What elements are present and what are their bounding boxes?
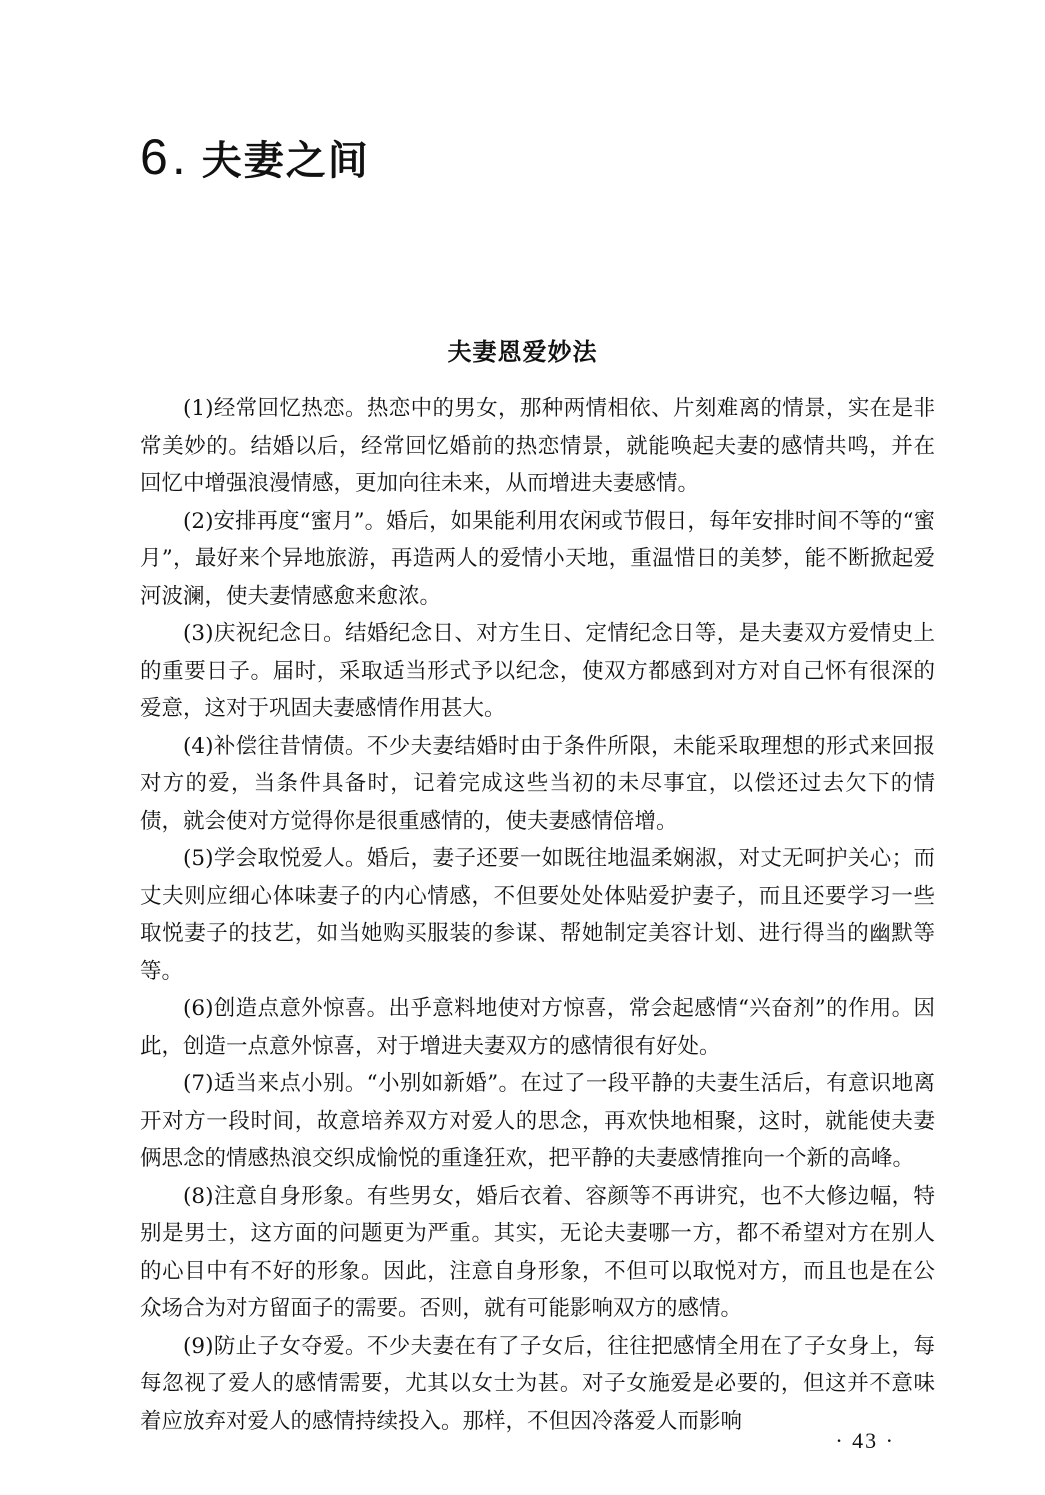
paragraph-5: (5)学会取悦爱人。婚后，妻子还要一如既往地温柔娴淑，对丈无呵护关心；而丈夫则应细心体味妻子的内心情感，不但要处处体贴爱护妻子，而且还要学习一些取悦妻子的技艺，如当她购买服装的参谋、帮她制定美容计划、进行得当的幽默等等。 [140, 846, 935, 984]
paragraph-4: (4)补偿往昔情债。不少夫妻结婚时由于条件所限，未能采取理想的形式来回报对方的爱，当条件具备时，记着完成这些当初的未尽事宜，以偿还过去欠下的情债，就会使对方觉得你是很重感情的，使夫妻感情倍增。 [140, 733, 935, 834]
paragraph-1: (1)经常回忆热恋。热恋中的男女，那种两情相依、片刻难离的情景，实在是非常美妙的。结婚以后，经常回忆婚前的热恋情景，就能唤起夫妻的感情共鸣，并在回忆中增强浪漫情感，更加向往未来，从而增进夫妻感情。 [140, 396, 935, 496]
chapter-heading [140, 128, 370, 186]
chapter-number-dot: . [171, 129, 186, 185]
paragraph-7: (7)适当来点小别。“小别如新婚”。在过了一段平静的夫妻生活后，有意识地离开对方一段时间，故意培养双方对爱人的思念，再欢快地相聚，这时，就能使夫妻俩思念的情感热浪交织成愉悦的重逢狂欢，把平静的夫妻感情推向一个新的高峰。 [140, 1071, 935, 1171]
paragraph-2: (2)安排再度“蜜月”。婚后，如果能利用农闲或节假日，每年安排时间不等的“蜜月”，最好来个异地旅游，再造两人的爱情小天地，重温惜日的美梦，能不断掀起爱河波澜，使夫妻情感愈来愈浓。 [140, 508, 935, 609]
page-number: · 43 · [835, 1428, 895, 1453]
paragraph-3: (3)庆祝纪念日。结婚纪念日、对方生日、定情纪念日等，是夫妻双方爱情史上的重要日子。届时，采取适当形式予以纪念，使双方都感到对方对自己怀有很深的爱意，这对于巩固夫妻感情作用甚大。 [140, 621, 935, 721]
section-title: 夫妻恩爱妙法 [447, 338, 598, 366]
paragraph-9: (9)防止子女夺爱。不少夫妻在有了子女后，往往把感情全用在了子女身上，每每忽视了爱人的感情需要，尤其以女士为甚。对子女施爱是必要的，但这并不意味着应放弃对爱人的感情持续投入。那样，不但因冷落爱人而影响 [140, 1333, 935, 1434]
paragraph-6: (6)创造点意外惊喜。出乎意料地使对方惊喜，常会起感情“兴奋剂”的作用。因此，创造一点意外惊喜，对于增进夫妻双方的感情很有好处。 [140, 996, 935, 1059]
chapter-number: 6 [140, 129, 168, 185]
body-text [140, 390, 935, 1440]
chapter-title: 夫妻之间 [201, 137, 370, 184]
paragraph-8: (8)注意自身形象。有些男女，婚后衣着、容颜等不再讲究，也不大修边幅，特别是男士，这方面的问题更为严重。其实，无论夫妻哪一方，都不希望对方在别人的心目中有不好的形象。因此，注意自身形象，不但可以取悦对方，而且也是在公众场合为对方留面子的需要。否则，就有可能影响双方的感情。 [140, 1183, 935, 1321]
